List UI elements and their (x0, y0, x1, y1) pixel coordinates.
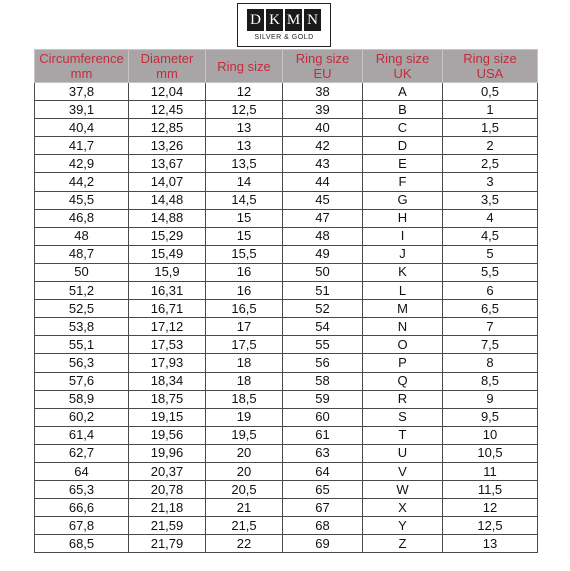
cell-diameter: 16,71 (129, 300, 206, 318)
cell-ring-size: 19,5 (206, 426, 283, 444)
cell-ring-size-uk: T (363, 426, 443, 444)
table-row (35, 535, 538, 553)
cell-ring-size: 16,5 (206, 300, 283, 318)
table-row (35, 426, 538, 444)
header-line: Ring size (375, 51, 430, 66)
table-row (35, 209, 538, 227)
cell-ring-size-eu: 63 (283, 444, 363, 462)
table-header (35, 50, 538, 83)
cell-ring-size-eu: 60 (283, 408, 363, 426)
brand-logo (237, 3, 331, 47)
cell-ring-size-usa: 6 (443, 282, 538, 300)
table-row (35, 155, 538, 173)
cell-ring-size-eu: 69 (283, 535, 363, 553)
table-row (35, 517, 538, 535)
cell-diameter: 12,45 (129, 101, 206, 119)
cell-diameter: 14,07 (129, 173, 206, 191)
header-line: Ring size (463, 51, 517, 66)
header-ring-size-eu (283, 50, 363, 83)
cell-ring-size-eu: 54 (283, 318, 363, 336)
cell-ring-size-uk: C (363, 119, 443, 137)
header-unit: USA (476, 66, 504, 81)
cell-ring-size-usa: 8,5 (443, 372, 538, 390)
cell-ring-size-usa: 10,5 (443, 444, 538, 462)
cell-diameter: 17,93 (129, 354, 206, 372)
cell-ring-size-usa: 0,5 (443, 83, 538, 101)
cell-ring-size-uk: Q (363, 372, 443, 390)
table-row (35, 119, 538, 137)
cell-ring-size-eu: 64 (283, 462, 363, 480)
cell-circumference: 60,2 (35, 408, 129, 426)
table-row (35, 462, 538, 480)
cell-ring-size-uk: A (363, 83, 443, 101)
cell-ring-size-eu: 45 (283, 191, 363, 209)
cell-ring-size-usa: 7 (443, 318, 538, 336)
cell-ring-size-eu: 52 (283, 300, 363, 318)
cell-diameter: 19,15 (129, 408, 206, 426)
cell-circumference: 57,6 (35, 372, 129, 390)
cell-ring-size-uk: X (363, 499, 443, 517)
cell-circumference: 61,4 (35, 426, 129, 444)
cell-diameter: 19,96 (129, 444, 206, 462)
cell-ring-size-eu: 47 (283, 209, 363, 227)
cell-ring-size: 16 (206, 263, 283, 281)
cell-diameter: 15,9 (129, 263, 206, 281)
cell-circumference: 48 (35, 227, 129, 245)
table-row (35, 300, 538, 318)
cell-circumference: 48,7 (35, 245, 129, 263)
cell-ring-size: 14 (206, 173, 283, 191)
cell-ring-size-eu: 44 (283, 173, 363, 191)
cell-circumference: 41,7 (35, 137, 129, 155)
cell-circumference: 52,5 (35, 300, 129, 318)
cell-ring-size-eu: 67 (283, 499, 363, 517)
table-body (35, 83, 538, 553)
header-unit: mm (156, 66, 178, 81)
cell-circumference: 65,3 (35, 481, 129, 499)
cell-ring-size-eu: 68 (283, 517, 363, 535)
cell-ring-size-uk: J (363, 245, 443, 263)
cell-circumference: 46,8 (35, 209, 129, 227)
cell-circumference: 42,9 (35, 155, 129, 173)
cell-ring-size-eu: 56 (283, 354, 363, 372)
cell-ring-size-usa: 4,5 (443, 227, 538, 245)
cell-ring-size-uk: Y (363, 517, 443, 535)
cell-ring-size: 12,5 (206, 101, 283, 119)
cell-ring-size: 18 (206, 372, 283, 390)
cell-ring-size-eu: 42 (283, 137, 363, 155)
cell-ring-size-eu: 43 (283, 155, 363, 173)
cell-diameter: 19,56 (129, 426, 206, 444)
logo-letter: D (247, 9, 264, 31)
cell-diameter: 12,04 (129, 83, 206, 101)
cell-ring-size-uk: H (363, 209, 443, 227)
cell-ring-size: 20,5 (206, 481, 283, 499)
cell-ring-size-eu: 49 (283, 245, 363, 263)
cell-ring-size-usa: 8 (443, 354, 538, 372)
cell-ring-size-usa: 1,5 (443, 119, 538, 137)
cell-ring-size-uk: P (363, 354, 443, 372)
cell-circumference: 45,5 (35, 191, 129, 209)
cell-circumference: 64 (35, 462, 129, 480)
cell-circumference: 40,4 (35, 119, 129, 137)
cell-diameter: 15,49 (129, 245, 206, 263)
cell-ring-size-usa: 5,5 (443, 263, 538, 281)
cell-diameter: 20,37 (129, 462, 206, 480)
cell-circumference: 66,6 (35, 499, 129, 517)
header-unit: mm (70, 66, 93, 81)
cell-ring-size-uk: Z (363, 535, 443, 553)
cell-ring-size-usa: 2,5 (443, 155, 538, 173)
logo-tagline: SILVER & GOLD (254, 34, 314, 41)
header-diameter (129, 50, 206, 83)
cell-diameter: 21,59 (129, 517, 206, 535)
header-line: Ring size (217, 58, 271, 74)
cell-circumference: 62,7 (35, 444, 129, 462)
cell-ring-size-usa: 10 (443, 426, 538, 444)
cell-ring-size-uk: S (363, 408, 443, 426)
table-row (35, 245, 538, 263)
cell-ring-size-eu: 38 (283, 83, 363, 101)
cell-ring-size-uk: W (363, 481, 443, 499)
logo-letter: M (285, 9, 302, 31)
cell-ring-size-uk: N (363, 318, 443, 336)
cell-circumference: 58,9 (35, 390, 129, 408)
cell-ring-size: 16 (206, 282, 283, 300)
cell-ring-size: 20 (206, 462, 283, 480)
cell-circumference: 67,8 (35, 517, 129, 535)
cell-ring-size-usa: 12,5 (443, 517, 538, 535)
table-row (35, 408, 538, 426)
cell-ring-size-eu: 39 (283, 101, 363, 119)
cell-ring-size-usa: 1 (443, 101, 538, 119)
table-row (35, 499, 538, 517)
header-line: Diameter (140, 51, 194, 66)
cell-ring-size: 13 (206, 137, 283, 155)
cell-ring-size-uk: B (363, 101, 443, 119)
table-row (35, 83, 538, 101)
cell-ring-size-usa: 13 (443, 535, 538, 553)
cell-ring-size-usa: 6,5 (443, 300, 538, 318)
cell-ring-size: 15,5 (206, 245, 283, 263)
cell-ring-size-usa: 11,5 (443, 481, 538, 499)
cell-ring-size: 15 (206, 227, 283, 245)
cell-ring-size-eu: 58 (283, 372, 363, 390)
cell-ring-size-usa: 9 (443, 390, 538, 408)
table-row (35, 354, 538, 372)
header-ring-size-usa (443, 50, 538, 83)
header-line: Circumference (39, 51, 124, 66)
header-unit: EU (313, 66, 332, 81)
cell-ring-size-uk: U (363, 444, 443, 462)
cell-diameter: 15,29 (129, 227, 206, 245)
table-row (35, 390, 538, 408)
cell-ring-size: 14,5 (206, 191, 283, 209)
cell-diameter: 12,85 (129, 119, 206, 137)
cell-ring-size-eu: 48 (283, 227, 363, 245)
table-row (35, 191, 538, 209)
cell-diameter: 17,53 (129, 336, 206, 354)
table-row (35, 372, 538, 390)
table-row (35, 336, 538, 354)
cell-ring-size-usa: 3,5 (443, 191, 538, 209)
cell-diameter: 18,75 (129, 390, 206, 408)
table-row (35, 137, 538, 155)
cell-ring-size-eu: 61 (283, 426, 363, 444)
cell-ring-size-usa: 3 (443, 173, 538, 191)
cell-ring-size-uk: R (363, 390, 443, 408)
cell-ring-size-eu: 40 (283, 119, 363, 137)
cell-ring-size-uk: V (363, 462, 443, 480)
cell-diameter: 13,67 (129, 155, 206, 173)
header-row (35, 50, 538, 83)
cell-ring-size: 18 (206, 354, 283, 372)
cell-ring-size-uk: E (363, 155, 443, 173)
cell-ring-size-uk: G (363, 191, 443, 209)
cell-ring-size-usa: 2 (443, 137, 538, 155)
cell-diameter: 18,34 (129, 372, 206, 390)
cell-diameter: 16,31 (129, 282, 206, 300)
cell-ring-size: 12 (206, 83, 283, 101)
table-row (35, 282, 538, 300)
cell-ring-size-usa: 5 (443, 245, 538, 263)
logo-letter: K (266, 9, 283, 31)
cell-ring-size-eu: 59 (283, 390, 363, 408)
header-ring-size (206, 50, 283, 83)
cell-ring-size-eu: 65 (283, 481, 363, 499)
table-row (35, 101, 538, 119)
cell-circumference: 53,8 (35, 318, 129, 336)
cell-ring-size-eu: 55 (283, 336, 363, 354)
table-row (35, 444, 538, 462)
cell-diameter: 21,18 (129, 499, 206, 517)
cell-ring-size: 15 (206, 209, 283, 227)
header-line: Ring size (295, 51, 350, 66)
cell-diameter: 17,12 (129, 318, 206, 336)
header-unit: UK (393, 66, 412, 81)
cell-ring-size-eu: 50 (283, 263, 363, 281)
cell-circumference: 39,1 (35, 101, 129, 119)
cell-circumference: 56,3 (35, 354, 129, 372)
cell-ring-size: 19 (206, 408, 283, 426)
cell-diameter: 14,88 (129, 209, 206, 227)
table-row (35, 173, 538, 191)
cell-circumference: 37,8 (35, 83, 129, 101)
cell-ring-size-uk: L (363, 282, 443, 300)
cell-ring-size-usa: 4 (443, 209, 538, 227)
cell-ring-size-eu: 51 (283, 282, 363, 300)
cell-ring-size: 18,5 (206, 390, 283, 408)
table-row (35, 263, 538, 281)
logo-letter: N (304, 9, 321, 31)
table-row (35, 481, 538, 499)
cell-diameter: 13,26 (129, 137, 206, 155)
cell-ring-size: 13,5 (206, 155, 283, 173)
cell-ring-size-uk: F (363, 173, 443, 191)
cell-ring-size-uk: I (363, 227, 443, 245)
table-row (35, 227, 538, 245)
cell-ring-size-usa: 9,5 (443, 408, 538, 426)
header-circumference (35, 50, 129, 83)
cell-ring-size-usa: 7,5 (443, 336, 538, 354)
cell-circumference: 50 (35, 263, 129, 281)
cell-ring-size: 13 (206, 119, 283, 137)
cell-ring-size-uk: M (363, 300, 443, 318)
cell-ring-size-uk: K (363, 263, 443, 281)
cell-ring-size: 17 (206, 318, 283, 336)
cell-ring-size-usa: 11 (443, 462, 538, 480)
cell-ring-size: 21,5 (206, 517, 283, 535)
header-ring-size-uk (363, 50, 443, 83)
cell-ring-size-uk: D (363, 137, 443, 155)
cell-ring-size-usa: 12 (443, 499, 538, 517)
cell-ring-size: 20 (206, 444, 283, 462)
cell-diameter: 14,48 (129, 191, 206, 209)
cell-ring-size: 21 (206, 499, 283, 517)
table-row (35, 318, 538, 336)
cell-ring-size: 22 (206, 535, 283, 553)
cell-ring-size-uk: O (363, 336, 443, 354)
cell-circumference: 68,5 (35, 535, 129, 553)
cell-circumference: 51,2 (35, 282, 129, 300)
cell-circumference: 55,1 (35, 336, 129, 354)
ring-size-table (34, 49, 538, 553)
cell-diameter: 20,78 (129, 481, 206, 499)
cell-circumference: 44,2 (35, 173, 129, 191)
cell-ring-size: 17,5 (206, 336, 283, 354)
logo-letters (238, 9, 330, 31)
cell-diameter: 21,79 (129, 535, 206, 553)
